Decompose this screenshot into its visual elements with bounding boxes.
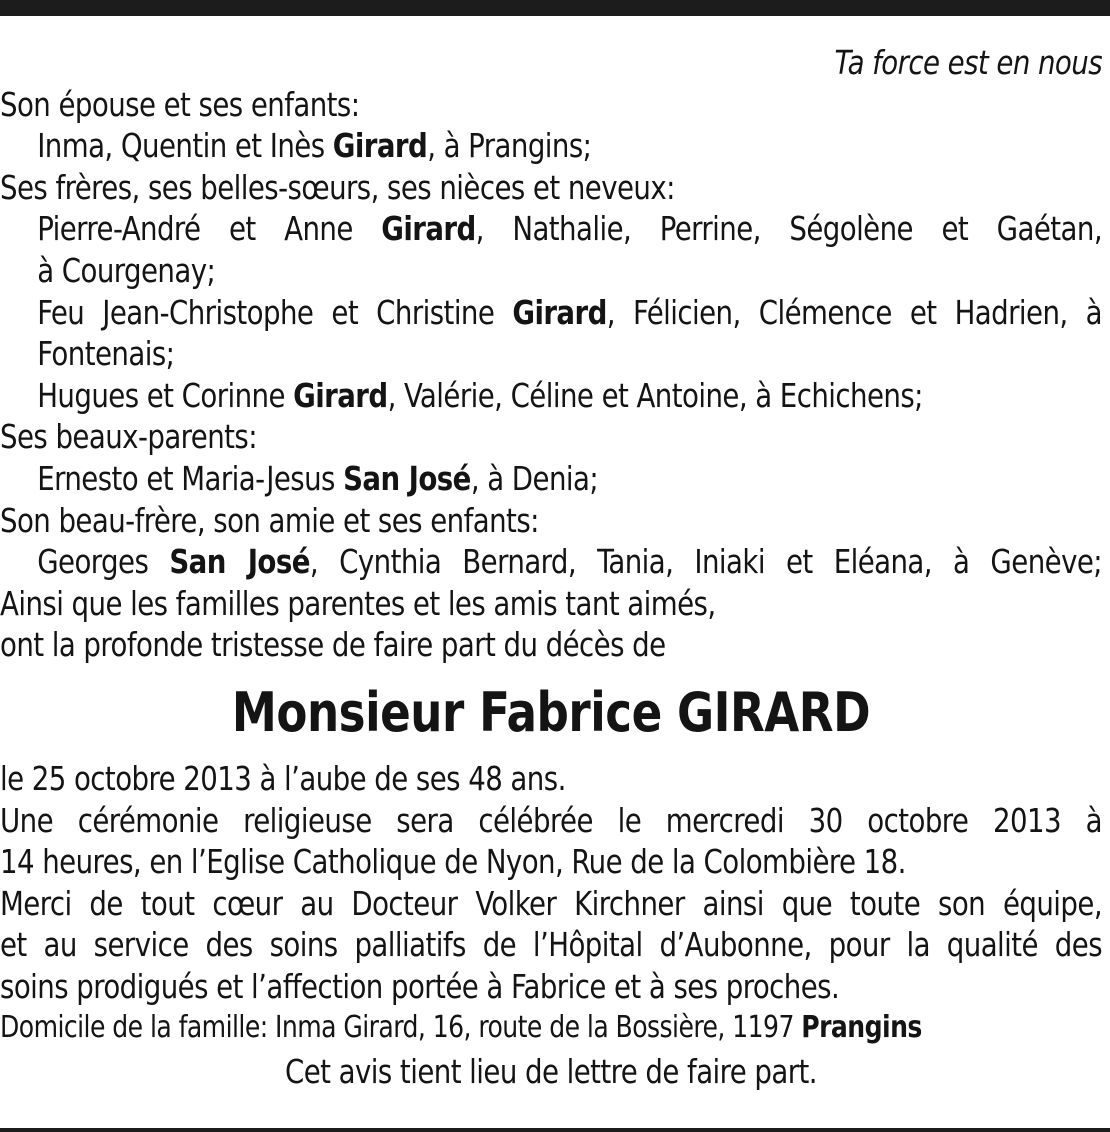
ceremony-line-1: Une cérémonie religieuse sera célébrée le mercredi 30 octobre 2013 à: [0, 800, 1103, 840]
inlaws-header: Ses beaux-parents:: [0, 417, 258, 457]
spouse-place: , à Prangins;: [427, 126, 592, 166]
spouse-line: [0, 125, 1102, 167]
spouse-names: Inma, Quentin et Inès: [37, 126, 333, 166]
sibling1-place: à Courgenay;: [37, 250, 216, 290]
sibling1-rest: , Nathalie, Perrine, Ségolène et Gaétan,: [475, 209, 1103, 249]
bottom-rule: [0, 1128, 1110, 1132]
thanks-line-3: soins prodigués et l’affection portée à Fabrice et à ses proches.: [0, 966, 840, 1006]
sibling2-names: Feu Jean-Christophe et Christine: [37, 292, 513, 332]
sibling2-surname: Girard: [512, 292, 607, 332]
sibling3-surname: Girard: [293, 375, 388, 415]
thanks-line-1: Merci de tout cœur au Docteur Volker Kirchner ainsi que toute son équipe,: [0, 883, 1103, 923]
spouse-header: Son épouse et ses enfants:: [0, 84, 360, 124]
inlaws-place: , à Denia;: [470, 458, 599, 498]
sibling3-names: Hugues et Corinne: [37, 375, 294, 415]
brotherinlaw-header: Son beau-frère, son amie et ses enfants:: [0, 500, 539, 540]
notice-body: [0, 42, 1102, 1093]
siblings-header: Ses frères, ses belles-sœurs, ses nièces et neveux:: [0, 167, 675, 207]
brotherinlaw-surname: San José: [169, 542, 310, 582]
brotherinlaw-rest: , Cynthia Bernard, Tania, Iniaki et Eléana, à Genève;: [309, 542, 1103, 582]
sibling3-rest: , Valérie, Céline et Antoine, à Echichens;: [387, 375, 923, 415]
inlaws-surname: San José: [343, 458, 471, 498]
sibling2-rest: , Félicien, Clémence et Hadrien, à: [606, 292, 1103, 332]
sibling1-names: Pierre-André et Anne: [37, 209, 382, 249]
sibling2-place: Fontenais;: [37, 334, 175, 374]
domicile-address: Domicile de la famille: Inma Girard, 16, route de la Bossière, 1197: [0, 1010, 802, 1046]
spouse-surname: Girard: [332, 126, 428, 166]
thanks-line-2: et au service des soins palliatifs de l’Hôpital d’Aubonne, pour la qualité des: [0, 925, 1103, 965]
ceremony-line-2: 14 heures, en l’Eglise Catholique de Nyon, Rue de la Colombière 18.: [0, 842, 906, 882]
closing-line-2: ont la profonde tristesse de faire part du décès de: [0, 625, 666, 665]
inlaws-line: [0, 458, 1102, 500]
deceased-name: Monsieur Fabrice GIRARD: [231, 680, 871, 744]
sibling-line-2: [0, 292, 1102, 334]
brotherinlaw-names: Georges: [37, 542, 170, 582]
sibling-line-1: [0, 208, 1102, 250]
domicile-line: [0, 1007, 1102, 1049]
footer-note: Cet avis tient lieu de lettre de faire part.: [285, 1052, 818, 1092]
motto: Ta force est en nous: [834, 43, 1103, 82]
top-rule: [0, 0, 1110, 16]
brotherinlaw-line: [0, 541, 1102, 583]
sibling-line-3: [0, 375, 1102, 417]
domicile-town: Prangins: [801, 1010, 922, 1046]
sibling1-surname: Girard: [381, 209, 476, 249]
date-line: le 25 octobre 2013 à l’aube de ses 48 ans.: [0, 758, 566, 798]
closing-line-1: Ainsi que les familles parentes et les amis tant aimés,: [0, 583, 716, 623]
inlaws-names: Ernesto et Maria-Jesus: [37, 458, 344, 498]
